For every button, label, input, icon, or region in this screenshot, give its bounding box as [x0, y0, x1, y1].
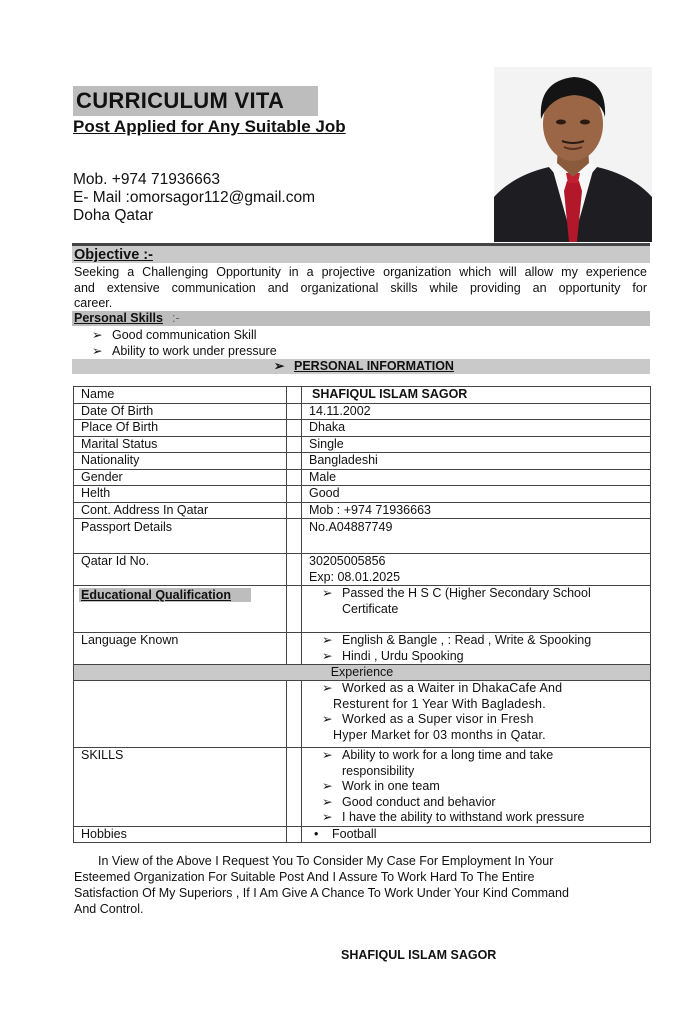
arrow-bullet-icon: ➢ — [322, 810, 333, 824]
closing-paragraph: In View of the Above I Request You To Consider My Case For Employment In Your Esteemed Organization For Suitable Post And I Assure To Work Hard To The Entire Satisfaction Of My Superiors , If I Am Give A Chance To Work Under Your Kind Command And Control. — [74, 854, 569, 916]
arrow-bullet-icon: ➢ — [322, 794, 333, 809]
table-row: Educational Qualification ➢ Passed the H S C (Higher Secondary School Certificate — [74, 586, 651, 633]
arrow-bullet-icon: ➢ — [322, 681, 333, 695]
personal-info-table — [73, 386, 651, 843]
table-row: Place Of Birth Dhaka — [74, 420, 651, 437]
mobile-number: Mob. +974 71936663 — [73, 171, 220, 188]
experience-heading: Experience — [74, 665, 651, 681]
arrow-bullet-icon: ➢ — [92, 328, 103, 342]
objective-line: career. — [74, 296, 113, 310]
table-row — [74, 665, 651, 681]
table-row: Gender Male — [74, 469, 651, 486]
arrow-bullet-icon: ➢ — [322, 748, 333, 762]
objective-line: and extensive communication and organizational skills while providing an opportunity for — [74, 281, 647, 295]
table-row: Date Of Birth 14.11.2002 — [74, 403, 651, 420]
objective-bar — [72, 246, 650, 263]
table-row: Nationality Bangladeshi — [74, 453, 651, 470]
education-heading: Educational Qualification — [79, 588, 251, 602]
arrow-bullet-icon: ➢ — [322, 633, 333, 647]
personal-skills-suffix: :- — [172, 311, 180, 325]
table-row: Hobbies • Football — [74, 826, 651, 843]
post-applied: Post Applied for Any Suitable Job — [73, 117, 346, 136]
table-row: Helth Good — [74, 486, 651, 503]
cv-title: CURRICULUM VITA — [73, 86, 318, 116]
table-row: Marital Status Single — [74, 436, 651, 453]
arrow-bullet-icon: ➢ — [322, 779, 333, 793]
table-row: ➢ Worked as a Waiter in DhakaCafe And Resturent for 1 Year With Bagladesh. ➢ Worked as a Super visor in Fresh Hyper Market for 03 months in Qatar. — [74, 681, 651, 748]
arrow-bullet-icon: ➢ — [322, 586, 333, 600]
table-row: Cont. Address In Qatar Mob : +974 71936663 — [74, 502, 651, 519]
table-row: Qatar Id No. 30205005856 Exp: 08.01.2025 — [74, 554, 651, 586]
personal-info-heading: ➢ PERSONAL INFORMATION — [274, 359, 454, 373]
arrow-bullet-icon: ➢ — [274, 359, 285, 373]
objective-line: Seeking a Challenging Opportunity in a projective organization which will allow my experience — [74, 265, 647, 279]
table-row: Language Known ➢ English & Bangle , : Read , Write & Spooking ➢ Hindi , Urdu Spooking — [74, 633, 651, 665]
table-row: Name SHAFIQUL ISLAM SAGOR — [74, 387, 651, 404]
table-row: SKILLS ➢ Ability to work for a long time and take responsibility ➢ Work in one team ➢ Good conduct and behavior ➢ I have the ability to withstand work pressure — [74, 748, 651, 827]
signature-name: SHAFIQUL ISLAM SAGOR — [341, 948, 497, 962]
table-row: Passport Details No.A04887749 — [74, 519, 651, 554]
arrow-bullet-icon: ➢ — [322, 712, 333, 726]
personal-skills-heading: Personal Skills — [74, 311, 163, 325]
list-item: ➢ Ability to work under pressure — [92, 344, 277, 358]
arrow-bullet-icon: ➢ — [322, 648, 333, 663]
email-address: E- Mail :omorsagor112@gmail.com — [73, 189, 315, 206]
location: Doha Qatar — [73, 207, 154, 224]
objective-heading: Objective :- — [74, 247, 153, 263]
dot-bullet-icon: • — [314, 826, 319, 841]
list-item: ➢ Good communication Skill — [92, 328, 257, 342]
arrow-bullet-icon: ➢ — [92, 344, 103, 358]
profile-photo — [494, 67, 652, 242]
